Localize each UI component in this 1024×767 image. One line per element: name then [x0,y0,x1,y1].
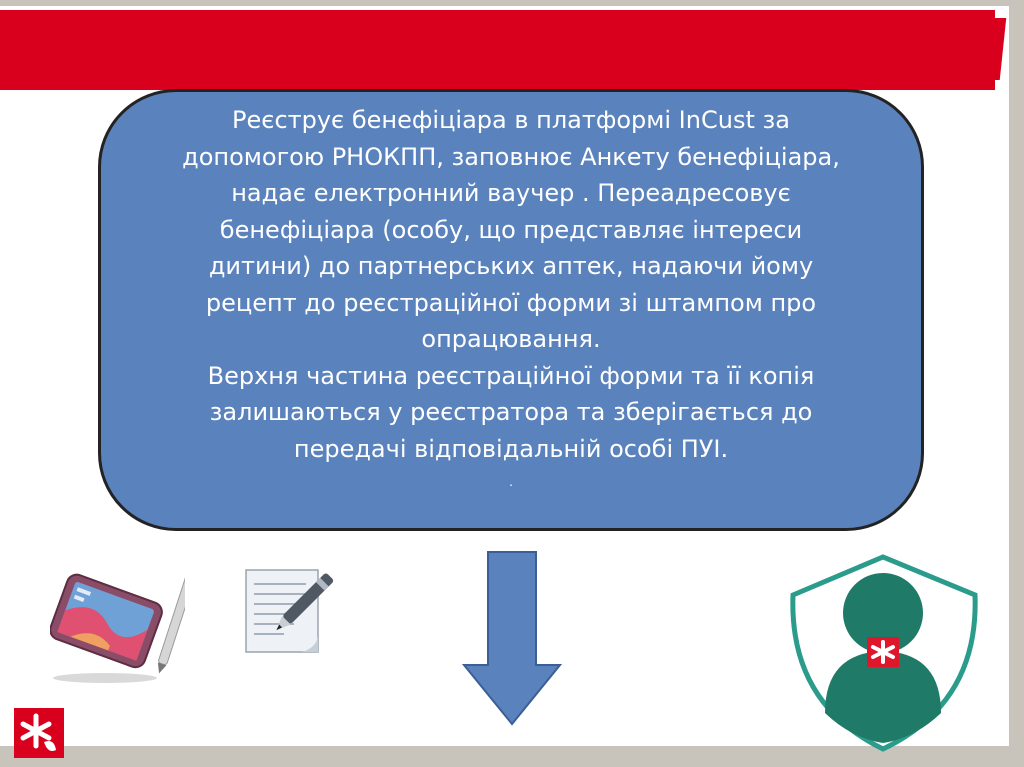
callout-line-8: Верхня частина реєстраційної форми та її копія [207,361,815,390]
description-callout [98,89,924,531]
down-arrow-icon [462,550,562,726]
callout-line-9: залишаються у реєстратора та зберігається до [209,398,813,426]
tablet-with-stylus-icon [50,566,185,686]
user-shield-badge-icon [785,553,982,753]
document-with-pen-icon [244,564,334,658]
callout-dot: . [509,475,513,489]
slide [0,6,1009,746]
callout-line-5: дитини) до партнерських аптек, надаючи йому [208,252,814,280]
callout-line-10: передачі відповідальній особі ПУІ. [293,434,729,463]
callout-line-3: надає електронний ваучер . Переадресовує [231,179,791,207]
red-cross-logo-icon [14,708,64,758]
header-red-bar [0,10,995,90]
callout-line-7: опрацювання. [421,325,601,353]
callout-line-4: бенефіціара (особу, що представляє інтереси [219,215,803,244]
callout-line-2: допомогою РНОКПП, заповнює Анкету бенефіціара, [182,142,840,171]
callout-line-6: рецепт до реєстраційної форми зі штампом про [205,288,817,317]
callout-line-1: Реєструє бенефіціара в платформі InCust за [232,106,790,134]
